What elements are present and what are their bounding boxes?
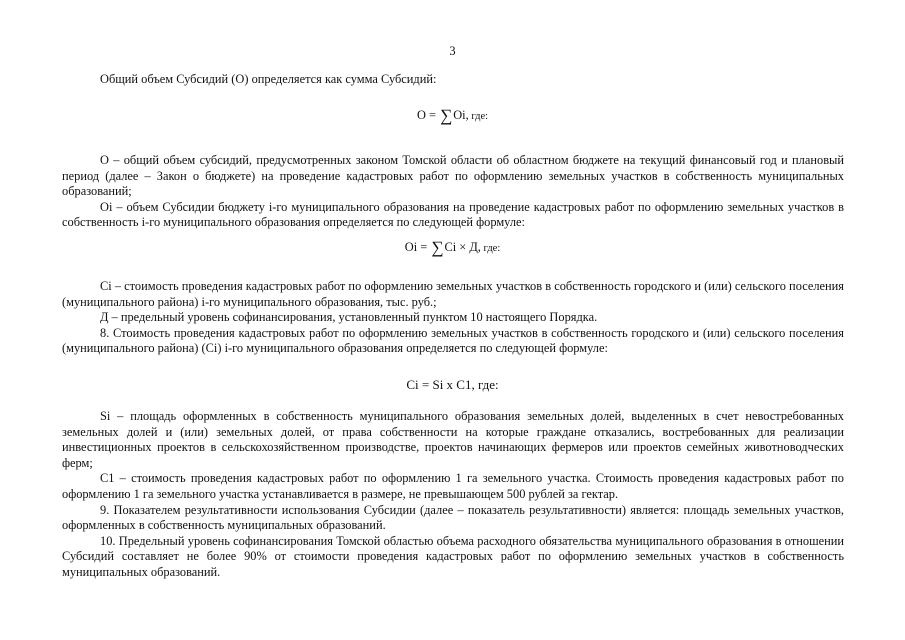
definitions-block-3	[62, 409, 844, 581]
formula-total-right: Оi,	[453, 108, 469, 122]
formula-total-where: где:	[468, 111, 489, 122]
paragraph-10: 10. Предельный уровень софинансирования Томской областью объема расходного обязательства муниципального образования в отношении Субсидий составляет не более 90% от стоимости проведения кадастровых работ по оформлению земельных участков в собственность муниципальных образований.	[62, 533, 844, 579]
paragraph-o-definition: О – общий объем субсидий, предусмотренных законом Томской области об областном бюджете на текущий финансовый год и плановый период (далее – Закон о бюджете) на проведение кадастровых работ по оформлению земельных участков в собственность муниципальных образований;	[62, 153, 844, 199]
formula-total-left: О =	[416, 108, 440, 122]
formula-oi	[0, 240, 905, 257]
paragraph-si-definition: Si – площадь оформленных в собственность муниципального образования земельных долей, выделенных в счет невостребованных земельных долей и (или) земельных долей, от права собственности на которые граждане отказались, востребованных для реализации инвестиционных проектов в сельскохозяйственном производстве, проектов начинающих фермеров или проектов семейных животноводческих ферм;	[62, 409, 844, 470]
sigma-symbol: ∑	[431, 238, 444, 257]
intro-text: Общий объем Субсидий (О) определяется как сумма Субсидий:	[100, 72, 437, 86]
paragraph-d-definition: Д – предельный уровень софинансирования, установленный пунктом 10 настоящего Порядка.	[100, 310, 598, 325]
paragraph-c1-definition: C1 – стоимость проведения кадастровых работ по оформлению 1 га земельного участка. Стоимость проведения кадастровых работ по оформлению 1 га земельного участка устанавливается в размере, не превышающем 500 рублей за гектар.	[62, 471, 844, 501]
sigma-symbol: ∑	[440, 106, 453, 125]
paragraph-9: 9. Показателем результативности использования Субсидии (далее – показатель результативности) является: площадь земельных участков, оформленных в собственность муниципальных образований.	[62, 502, 844, 533]
formula-oi-where: где:	[480, 243, 501, 254]
definitions-block-2	[62, 279, 844, 357]
paragraph-8: 8. Стоимость проведения кадастровых работ по оформлению земельных участков в собственность городского и (или) сельского поселения (муниципального района) (Ci) i-го муниципального образования определяется по следующей формуле:	[62, 325, 844, 356]
formula-ci: Ci = Si x C1, где:	[406, 377, 499, 392]
paragraph-ci-definition: Ci – стоимость проведения кадастровых работ по оформлению земельных участков в собственность городского и (или) сельского поселения (муниципального района) i-го муниципального образования, тыс. руб.;	[62, 279, 844, 309]
page-number: 3	[449, 44, 456, 58]
paragraph-oi-definition: Оi – объем Субсидии бюджету i-го муниципального образования на проведение кадастровых работ по оформлению земельных участков в собственность i-го муниципального образования определяется по следующей формуле:	[62, 199, 844, 230]
formula-total	[0, 108, 905, 125]
intro-paragraph	[62, 72, 844, 88]
formula-oi-right: Ci × Д,	[444, 240, 481, 254]
formula-oi-left: Оi =	[404, 240, 431, 254]
definitions-block-1	[62, 153, 844, 231]
